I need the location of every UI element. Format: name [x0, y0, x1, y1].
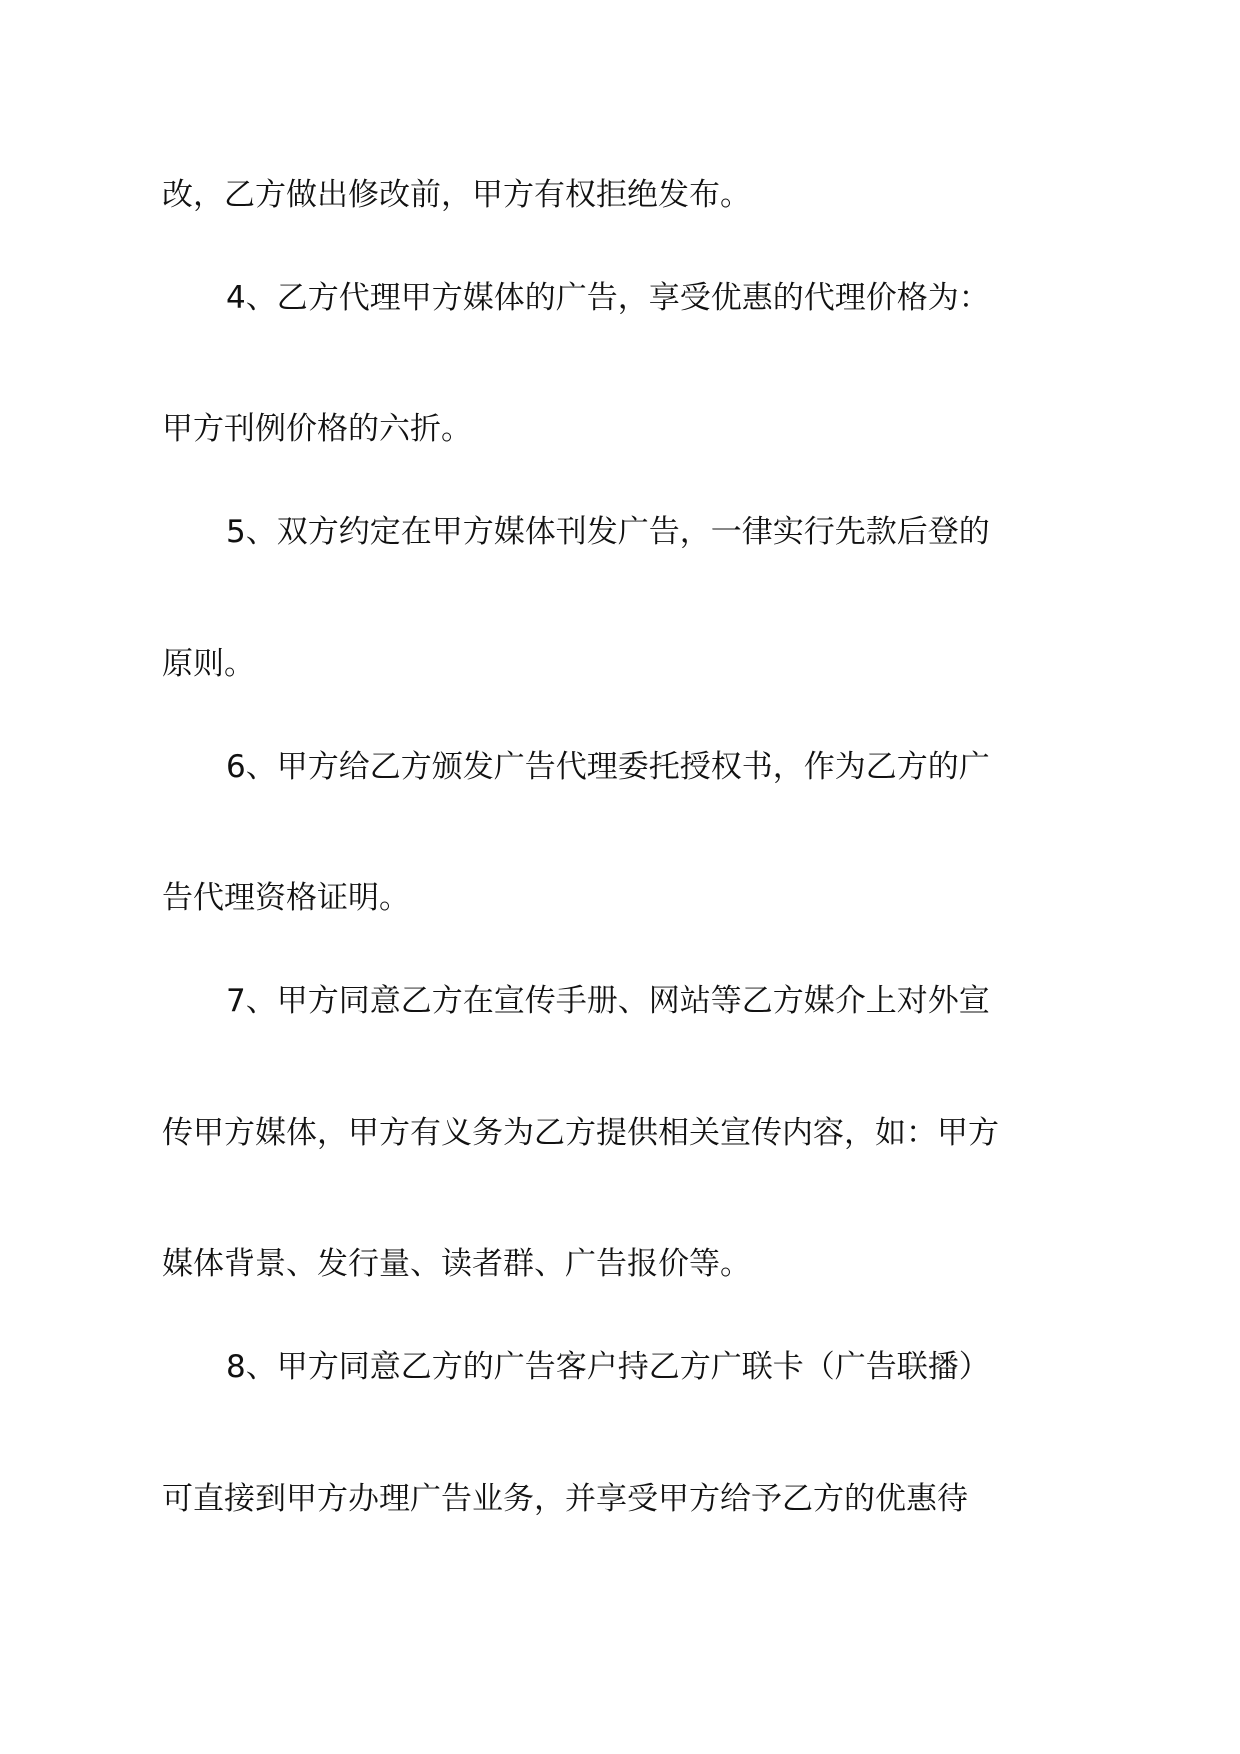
clause-6-line-1: 6、甲方给乙方颁发广告代理委托授权书，作为乙方的广	[226, 749, 990, 785]
clause-5-line-1: 5、双方约定在甲方媒体刊发广告，一律实行先款后登的	[226, 514, 990, 550]
clause-7-line-3: 媒体背景、发行量、读者群、广告报价等。	[162, 1246, 751, 1282]
clause-7-line-2: 传甲方媒体，甲方有义务为乙方提供相关宣传内容，如：甲方	[162, 1115, 999, 1151]
clause-4-line-1: 4、乙方代理甲方媒体的广告，享受优惠的代理价格为：	[226, 280, 990, 316]
text-line-1: 改，乙方做出修改前，甲方有权拒绝发布。	[162, 177, 751, 213]
clause-8-line-1: 8、甲方同意乙方的广告客户持乙方广联卡（广告联播）	[226, 1349, 990, 1385]
clause-6-line-2: 告代理资格证明。	[162, 880, 410, 916]
clause-4-line-2: 甲方刊例价格的六折。	[162, 411, 472, 447]
clause-7-line-1: 7、甲方同意乙方在宣传手册、网站等乙方媒介上对外宣	[226, 983, 990, 1019]
clause-5-line-2: 原则。	[162, 646, 255, 682]
clause-8-line-2: 可直接到甲方办理广告业务，并享受甲方给予乙方的优惠待	[162, 1481, 968, 1517]
